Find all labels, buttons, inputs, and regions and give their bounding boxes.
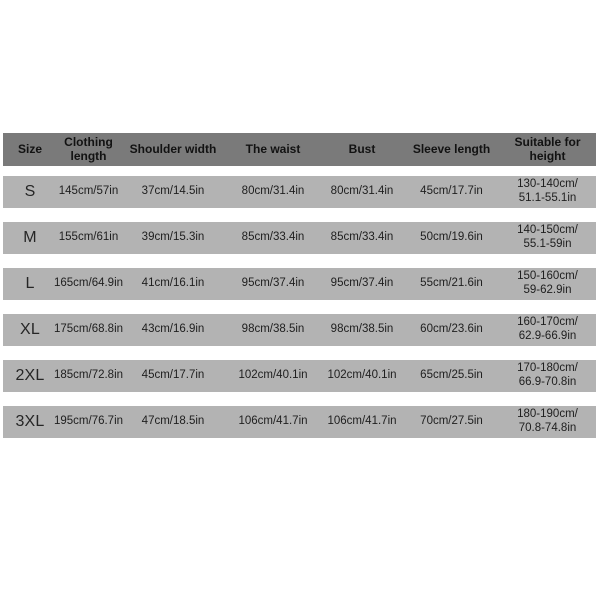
- table-row-xl: [3, 314, 596, 346]
- table-row-s: [3, 176, 596, 208]
- cell-waist: 80cm/31.4in: [241, 185, 305, 198]
- cell-waist: 106cm/41.7in: [238, 415, 308, 428]
- cell-suitable-height: [499, 222, 596, 254]
- height-line-1: 180-190cm/: [517, 408, 578, 421]
- table-row-3xl: [3, 406, 596, 438]
- height-line-2: 70.8-74.8in: [518, 422, 577, 434]
- cell-clothing-length: 155cm/61in: [58, 231, 119, 244]
- cell-bust: 80cm/31.4in: [330, 185, 394, 198]
- cell-size: 2XL: [15, 367, 45, 385]
- cell-shoulder-width: 37cm/14.5in: [141, 185, 205, 198]
- cell-waist: 85cm/33.4in: [241, 231, 305, 244]
- cell-waist: 98cm/38.5in: [241, 323, 305, 336]
- table-row-m: [3, 222, 596, 254]
- cell-clothing-length: 165cm/64.9in: [53, 277, 124, 290]
- height-line-2: 66.9-70.8in: [518, 376, 577, 388]
- header-cell-sleeve-length: Sleeve length: [412, 141, 491, 156]
- header-cell-size: Size: [17, 141, 42, 156]
- cell-sleeve-length: 50cm/19.6in: [420, 231, 483, 244]
- header-cell-waist: The waist: [245, 141, 301, 156]
- cell-shoulder-width: 41cm/16.1in: [141, 277, 205, 290]
- cell-suitable-height: [499, 360, 596, 392]
- cell-bust: 106cm/41.7in: [327, 415, 397, 428]
- cell-clothing-length: 195cm/76.7in: [53, 415, 124, 428]
- cell-bust: 98cm/38.5in: [330, 323, 394, 336]
- cell-suitable-height: [499, 406, 596, 438]
- cell-sleeve-length: 55cm/21.6in: [420, 277, 483, 290]
- header-cell-suitable-height: Suitable for height: [514, 134, 581, 163]
- cell-sleeve-length: 65cm/25.5in: [420, 369, 483, 382]
- cell-bust: 85cm/33.4in: [330, 231, 394, 244]
- cell-bust: 102cm/40.1in: [327, 369, 397, 382]
- table-row-2xl: [3, 360, 596, 392]
- cell-size: XL: [20, 321, 40, 339]
- cell-size: M: [23, 229, 37, 247]
- table-row-l: [3, 268, 596, 300]
- cell-sleeve-length: 60cm/23.6in: [420, 323, 483, 336]
- cell-clothing-length: 185cm/72.8in: [53, 369, 124, 382]
- cell-shoulder-width: 47cm/18.5in: [141, 415, 205, 428]
- height-line-2: 55.1-59in: [523, 238, 572, 250]
- height-line-1: 150-160cm/: [517, 270, 578, 283]
- header-cell-shoulder-width: Shoulder width: [129, 141, 217, 156]
- cell-clothing-length: 145cm/57in: [58, 185, 119, 198]
- cell-suitable-height: [499, 268, 596, 300]
- cell-bust: 95cm/37.4in: [330, 277, 394, 290]
- height-line-2: 59-62.9in: [523, 284, 572, 296]
- height-line-1: 170-180cm/: [517, 362, 578, 375]
- cell-size: S: [24, 183, 36, 201]
- height-line-1: 130-140cm/: [517, 178, 578, 191]
- height-line-1: 160-170cm/: [517, 316, 578, 329]
- height-line-2: 51.1-55.1in: [518, 192, 577, 204]
- cell-suitable-height: [499, 314, 596, 346]
- cell-shoulder-width: 45cm/17.7in: [141, 369, 205, 382]
- cell-waist: 95cm/37.4in: [241, 277, 305, 290]
- header-row: [3, 133, 596, 166]
- header-cell-clothing-length: Clothing length: [64, 134, 113, 163]
- cell-shoulder-width: 39cm/15.3in: [141, 231, 205, 244]
- cell-shoulder-width: 43cm/16.9in: [141, 323, 205, 336]
- cell-sleeve-length: 45cm/17.7in: [420, 185, 483, 198]
- cell-size: L: [25, 275, 35, 293]
- height-line-1: 140-150cm/: [517, 224, 578, 237]
- cell-waist: 102cm/40.1in: [238, 369, 308, 382]
- size-chart: [3, 133, 596, 438]
- header-cell-bust: Bust: [348, 141, 376, 156]
- height-line-2: 62.9-66.9in: [518, 330, 577, 342]
- cell-size: 3XL: [15, 413, 45, 431]
- cell-sleeve-length: 70cm/27.5in: [420, 415, 483, 428]
- cell-clothing-length: 175cm/68.8in: [53, 323, 124, 336]
- cell-suitable-height: [499, 176, 596, 208]
